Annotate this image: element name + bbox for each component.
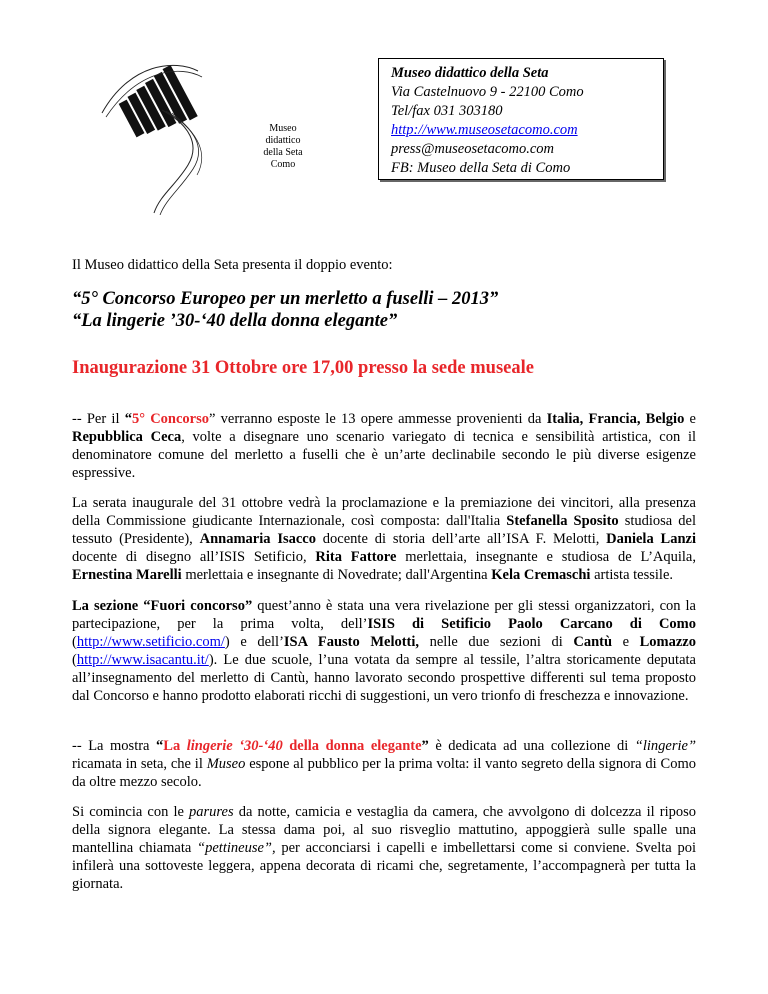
paragraph-jury: [72, 494, 696, 584]
phone: Tel/fax 031 303180: [391, 103, 503, 119]
isacantu-link[interactable]: http://www.isacantu.it/: [76, 652, 209, 668]
text: “: [156, 738, 164, 754]
silk-museum-logo-icon: [80, 55, 245, 215]
event-title-1: “5° Concorso Europeo per un merletto a fuselli – 2013”: [72, 289, 499, 309]
website-link[interactable]: http://www.museosetacomo.com: [391, 122, 578, 138]
section-heading-bold: La sezione “Fuori concorso”: [72, 598, 253, 614]
text: ). Le due scuole, l’una votata da sempre al tessile, l’altra storicamente deputata all’insegnamento del merletto di Cantù, hanno lavorato secondo prospettive differenti sul tema proposto dal Concorso e hanno prodotto elaborati ricchi di suggestioni, un vero trionfo di freschezza e innovazione.: [72, 652, 696, 704]
facebook: FB: Museo della Seta di Como: [391, 160, 571, 176]
jury-name: Rita Fattore: [315, 549, 397, 565]
countries-bold: Repubblica Ceca: [72, 429, 182, 445]
text: e: [612, 634, 640, 650]
text: docente di disegno all’ISIS Setificio,: [72, 549, 316, 565]
countries-bold: Italia, Francia, Belgio: [546, 411, 685, 427]
text: e: [684, 411, 696, 427]
logo-line: Como: [270, 159, 296, 170]
paragraph-fuori-concorso: [72, 597, 696, 705]
contact-box: [378, 58, 664, 180]
logo-line: Museo: [269, 123, 297, 134]
logo-line: didattico: [265, 135, 301, 146]
lingerie-highlight: lingerie ‘30-‘40: [186, 738, 283, 754]
text: ”: [209, 411, 216, 427]
text: (: [72, 652, 77, 668]
museum-name: Museo didattico della Seta: [391, 65, 549, 81]
address: Via Castelnuovo 9 - 22100 Como: [391, 84, 584, 100]
text: ricamata in seta, che il: [72, 756, 207, 772]
text: -- La mostra: [72, 738, 157, 754]
text: ”: [421, 738, 429, 754]
text: (: [72, 634, 77, 650]
event-title-2: “La lingerie ’30-‘40 della donna elegante”: [72, 311, 398, 331]
school-name: ISA Fausto Melotti,: [283, 634, 420, 650]
text: Si comincia con le: [72, 804, 190, 820]
paragraph-parures: [72, 803, 696, 893]
paragraph-lingerie: [72, 737, 696, 791]
text: -- Per il: [72, 411, 125, 427]
italic-text: parures: [189, 804, 234, 820]
text: ) e dell’: [224, 634, 284, 650]
text: merlettaia, insegnante e studiosa de L’Aquila,: [396, 549, 696, 565]
jury-name: Annamaria Isacco: [199, 531, 316, 547]
text: artista tessile.: [590, 567, 673, 583]
intro-text: Il Museo didattico della Seta presenta il doppio evento:: [72, 257, 393, 273]
text: studiosa del tessuto (Presidente),: [72, 513, 696, 547]
jury-name: Kela Cremaschi: [491, 567, 591, 583]
school-name: ISIS di Setificio Paolo Carcano di Como: [367, 616, 696, 632]
italic-text: “pettineuse”,: [197, 840, 276, 856]
text: La serata inaugurale del 31 ottobre vedrà la proclamazione e la premiazione dei vincitori, alla presenza della Commissione giudicante Internazionale, così composta: dall'Italia: [72, 495, 696, 529]
logo-line: della Seta: [263, 147, 303, 158]
event-titles: [72, 288, 498, 332]
text: merlettaia e insegnante di Novedrate; dall'Argentina: [181, 567, 492, 583]
paragraph-concorso: [72, 410, 696, 482]
text: docente di storia dell’arte all’ISA F. Melotti,: [315, 531, 607, 547]
text: per acconciarsi i capelli e imbellettarsi come si conviene. Svelta poi infilerà una sottoveste leggera, appena decorata di ricami che, segretamente, l’accompagnerà per tutta la giornata.: [72, 840, 696, 892]
text: nelle due sezioni di: [419, 634, 574, 650]
jury-name: Stefanella Sposito: [506, 513, 619, 529]
lingerie-highlight: La: [163, 738, 187, 754]
inauguration-heading: Inaugurazione 31 Ottobre ore 17,00 presso la sede museale: [72, 358, 534, 378]
text: da notte, camicia e vestaglia da camera, che avvolgono di dolcezza il riposo della signora elegante. La stessa dama poi, al suo risveglio mattutino, appoggierà sulle spalle una mantellina chiamata: [72, 804, 696, 856]
jury-name: Ernestina Marelli: [72, 567, 182, 583]
text: “: [124, 411, 132, 427]
museum-logo: [80, 55, 303, 215]
text: è dedicata ad una collezione di: [428, 738, 635, 754]
setificio-link[interactable]: http://www.setificio.com/: [76, 634, 225, 650]
text: , volte a disegnare uno scenario variegato di tecnica e sensibilità artistica, con il denominatore comune del merletto a fuselli che è un’arte declinabile secondo le più diverse esigenze espressive.: [72, 429, 697, 481]
place-name: Lomazzo: [639, 634, 696, 650]
jury-name: Daniela Lanzi: [606, 531, 696, 547]
italic-text: Museo: [206, 756, 246, 772]
text: espone al pubblico per la prima volta: il vanto segreto della signora di Como da oltre mezzo secolo.: [72, 756, 696, 790]
lingerie-highlight: della donna elegante: [282, 738, 422, 754]
concorso-highlight: 5° Concorso: [131, 411, 210, 427]
email[interactable]: press@museosetacomo.com: [391, 141, 555, 157]
text: quest’anno è stata una vera rivelazione per gli stessi organizzatori, con la partecipazione, per la prima volta, dell’: [72, 598, 696, 632]
logo-caption: [248, 123, 318, 171]
place-name: Cantù: [573, 634, 613, 650]
text: verranno esposte le 13 opere ammesse provenienti da: [215, 411, 547, 427]
italic-text: “lingerie”: [634, 738, 697, 754]
